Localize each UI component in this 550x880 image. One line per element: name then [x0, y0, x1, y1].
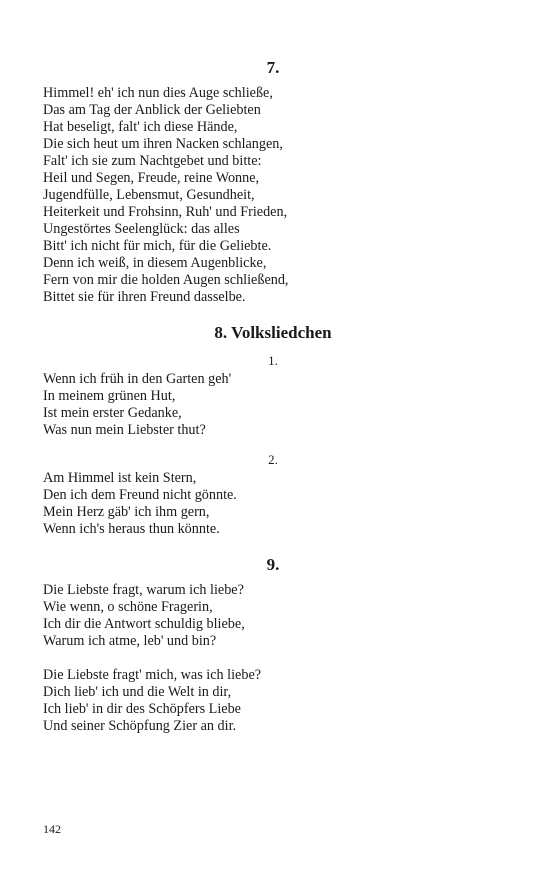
poem-9	[43, 555, 503, 735]
book-page	[43, 58, 503, 735]
part-number: 1.	[268, 353, 278, 368]
spacer	[43, 439, 503, 452]
poem-heading: 9.	[266, 555, 280, 574]
verse-line: Das am Tag der Anblick der Geliebten	[43, 102, 261, 118]
poem-part-2	[43, 452, 503, 538]
verse-line: Falt' ich sie zum Nachtgebet und bitte:	[43, 153, 262, 169]
part-number: 2.	[268, 452, 278, 467]
verse-line: Am Himmel ist kein Stern,	[43, 470, 197, 486]
stanza	[43, 667, 503, 735]
spacer	[43, 538, 503, 555]
verse-line: Himmel! eh' ich nun dies Auge schließe,	[43, 85, 273, 101]
stanza	[43, 470, 503, 538]
verse-line: Ich lieb' in dir des Schöpfers Liebe	[43, 701, 241, 717]
verse-line: Wenn ich früh in den Garten geh'	[43, 371, 232, 387]
stanza	[43, 85, 503, 306]
verse-line: Denn ich weiß, in diesem Augenblicke,	[43, 255, 267, 271]
poem-heading: 7.	[266, 58, 280, 77]
verse-line: Ich dir die Antwort schuldig bliebe,	[43, 616, 245, 632]
verse-line: Die Liebste fragt' mich, was ich liebe?	[43, 667, 262, 683]
verse-line: Hat beseligt, falt' ich diese Hände,	[43, 119, 238, 135]
verse-line: Die sich heut um ihren Nacken schlangen,	[43, 136, 283, 152]
verse-line: Wenn ich's heraus thun könnte.	[43, 521, 220, 537]
poem-7	[43, 58, 503, 306]
verse-line: Bitt' ich nicht für mich, für die Geliebte.	[43, 238, 272, 254]
verse-line: Warum ich atme, leb' und bin?	[43, 633, 217, 649]
verse-line: Ist mein erster Gedanke,	[43, 405, 182, 421]
verse-line: Fern von mir die holden Augen schließend,	[43, 272, 289, 288]
poem-part-1	[43, 353, 503, 439]
verse-line: Dich lieb' ich und die Welt in dir,	[43, 684, 232, 700]
verse-line: Jugendfülle, Lebensmut, Gesundheit,	[43, 187, 255, 203]
page-number: 142	[43, 822, 61, 836]
stanza	[43, 582, 503, 650]
stanza	[43, 371, 503, 439]
verse-line: Den ich dem Freund nicht gönnte.	[43, 487, 237, 503]
verse-line: Heil und Segen, Freude, reine Wonne,	[43, 170, 260, 186]
verse-line: Mein Herz gäb' ich ihm gern,	[43, 504, 210, 520]
verse-line: Was nun mein Liebster thut?	[43, 422, 206, 438]
poem-heading: 8. Volksliedchen	[214, 323, 332, 342]
verse-line: In meinem grünen Hut,	[43, 388, 176, 404]
spacer	[43, 650, 503, 667]
verse-line: Die Liebste fragt, warum ich liebe?	[43, 582, 244, 598]
verse-line: Ungestörtes Seelenglück: das alles	[43, 221, 240, 237]
poem-8	[43, 323, 503, 538]
verse-line: Wie wenn, o schöne Fragerin,	[43, 599, 213, 615]
verse-line: Bittet sie für ihren Freund dasselbe.	[43, 289, 246, 305]
verse-line: Heiterkeit und Frohsinn, Ruh' und Frieden,	[43, 204, 288, 220]
verse-line: Und seiner Schöpfung Zier an dir.	[43, 718, 237, 734]
spacer	[43, 306, 503, 323]
